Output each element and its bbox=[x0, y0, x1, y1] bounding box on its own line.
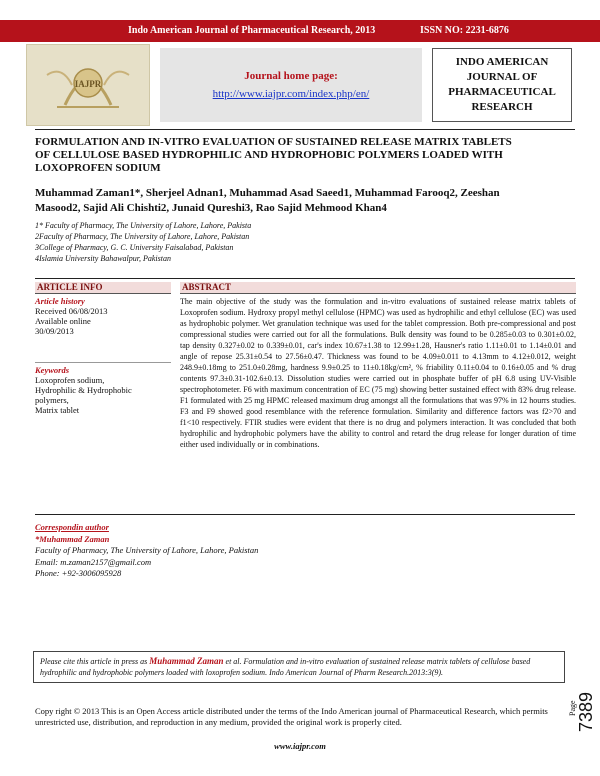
journal-name-line: JOURNAL OF bbox=[466, 71, 538, 83]
journal-name-line: RESEARCH bbox=[471, 101, 533, 113]
citation-rest: et al. Formulation and in-vitro evaluation of sustained release matrix tablets of cellulose based hydrophilic and hydrophobic polymers loaded with loxoprofen sodium. Indo American Journal of Pharm Research.2013:3(9). bbox=[40, 657, 531, 677]
corresponding-author bbox=[35, 522, 435, 580]
logo-text: IAJPR bbox=[74, 79, 102, 89]
affiliation: 1* Faculty of Pharmacy, The University of Lahore, Lahore, Pakista bbox=[35, 221, 252, 230]
affiliation: 2Faculty of Pharmacy, The University of Lahore, Lahore, Pakistan bbox=[35, 232, 250, 241]
correspondence-affiliation: Faculty of Pharmacy, The University of Lahore, Lahore, Pakistan bbox=[35, 545, 259, 555]
citation-box bbox=[33, 651, 565, 683]
keyword: Matrix tablet bbox=[35, 405, 80, 415]
article-info-panel bbox=[35, 282, 171, 415]
home-page-link[interactable]: http://www.iajpr.com/index.php/en/ bbox=[212, 88, 370, 100]
online-date: 30/09/2013 bbox=[35, 326, 74, 336]
correspondence-email[interactable]: Email: m.zaman2157@gmail.com bbox=[35, 556, 152, 567]
received-date: Received 06/08/2013 bbox=[35, 306, 108, 316]
footer-website[interactable]: www.iajpr.com bbox=[274, 741, 326, 751]
page-number: 7389 bbox=[576, 691, 596, 732]
journal-header-bar bbox=[0, 20, 600, 42]
affiliation-list bbox=[35, 220, 575, 264]
journal-home-box bbox=[160, 48, 422, 122]
keyword: Loxoprofen sodium, bbox=[35, 375, 105, 385]
author-list bbox=[35, 186, 575, 216]
citation-prefix: Please cite this article in press as bbox=[40, 657, 150, 666]
keyword: polymers, bbox=[35, 395, 69, 405]
abstract-heading: ABSTRACT bbox=[180, 282, 576, 294]
keyword: Hydrophilic & Hydrophobic bbox=[35, 385, 132, 395]
article-history-label: Article history bbox=[35, 296, 85, 306]
title-line: FORMULATION AND IN-VITRO EVALUATION OF SUSTAINED RELEASE MATRIX TABLETS bbox=[35, 136, 512, 148]
journal-logo bbox=[26, 44, 150, 126]
journal-name-line: PHARMACEUTICAL bbox=[448, 86, 556, 98]
page-number-block bbox=[566, 688, 594, 738]
journal-name-line: INDO AMERICAN bbox=[455, 56, 549, 68]
author-line: Masood2, Sajid Ali Chishti2, Junaid Qureshi3, Rao Sajid Mehmood Khan4 bbox=[35, 202, 387, 214]
copyright-notice: Copy right © 2013 This is an Open Access article distributed under the terms of the Indo American journal of Pharmaceutical Research, which permits unrestricted use, distribution, and reproduction in any medium, provided the original work is properly cited. bbox=[35, 706, 548, 727]
citation-author: Muhammad Zaman bbox=[149, 656, 224, 666]
header-journal-title: Indo American Journal of Pharmaceutical Research, 2013 bbox=[128, 25, 376, 36]
journal-name-box bbox=[432, 48, 572, 122]
divider bbox=[35, 129, 575, 130]
correspondence-name: *Muhammad Zaman bbox=[35, 533, 110, 544]
correspondence-phone: Phone: +92-3006095928 bbox=[35, 568, 122, 578]
article-title bbox=[35, 136, 575, 175]
title-line: OF CELLULOSE BASED HYDROPHILIC AND HYDROPHOBIC POLYMERS LOADED WITH bbox=[35, 149, 503, 161]
header-issn: ISSN NO: 2231-6876 bbox=[420, 25, 509, 36]
available-online: Available online bbox=[35, 316, 91, 326]
divider bbox=[35, 514, 575, 515]
affiliation: 3College of Pharmacy, G. C. University Faisalabad, Pakistan bbox=[35, 243, 234, 252]
divider bbox=[35, 278, 575, 279]
article-info-heading: ARTICLE INFO bbox=[35, 282, 171, 294]
page-label: Page bbox=[568, 700, 577, 716]
home-page-label: Journal home page: bbox=[244, 70, 338, 82]
affiliation: 4Islamia University Bahawalpur, Pakistan bbox=[35, 254, 171, 263]
abstract-text: The main objective of the study was the formulation and in-vitro evaluations of sustained release matrix tablets of Loxoprofen sodium. Hydroxy propyl methyl cellulose (HPMC) was used as hydrophilic and ethyl cellulose (EC) was used as hydrophobic polymer. Wet granulation technique was used for the tablet compression. Both pre-compressional and post compressional studies were carried out for all the formulations. Bulk density was found to be 0.285±0.03 to 0.301±0.02, tap density 0.327±0.02 to 0.339±0.01, car's index 10.67±1.38 to 12.99±1.28, Hausner's ratio 1.11±0.01 to 1.14±0.01 and angle of repose 25.31±0.54 to 27.56±0.47. Thickness was found to be 4.09±0.011 to 4.13mm to 4.12±0.012, weight 248.9±0.18mg to 251.0±0.28mg, hardness 9.9±0.25 to 11±0.18kg/cm², % friability 0.11±0.04 to 0.16±0.05 and % drug contents 97.3±0.31-102.6±0.13. Dissolution studies were carried out in phosphate buffer of pH 6.8 using UV-Visible spectrophotometer. F6 with maximum concentration of EC (75 mg) showing better sustained effect with 83% drug release. F1 formulated with 25 mg HPMC released maximum drug amongst all the formulations that was 97% in 12 hourrs studies. F3 and F9 showed good resemblance with the reference formulation. Similarity and difference factors was f2>70 and f1<10 respectively. FTIR studies were evident that there is no drug and polymers interaction. It was concluded that both hydrophilic and hydrophobic polymers have the ability to control and retard the drug release for longer duration of time either used individually or in combinations. bbox=[180, 297, 576, 449]
logo-emblem-icon bbox=[27, 45, 149, 125]
abstract-panel bbox=[180, 282, 576, 450]
correspondence-heading: Correspondin author bbox=[35, 522, 109, 532]
author-line: Muhammad Zaman1*, Sherjeel Adnan1, Muhammad Asad Saeed1, Muhammad Farooq2, Zeeshan bbox=[35, 187, 500, 199]
keywords-label: Keywords bbox=[35, 365, 69, 375]
title-line: LOXOPROFEN SODIUM bbox=[35, 162, 161, 174]
